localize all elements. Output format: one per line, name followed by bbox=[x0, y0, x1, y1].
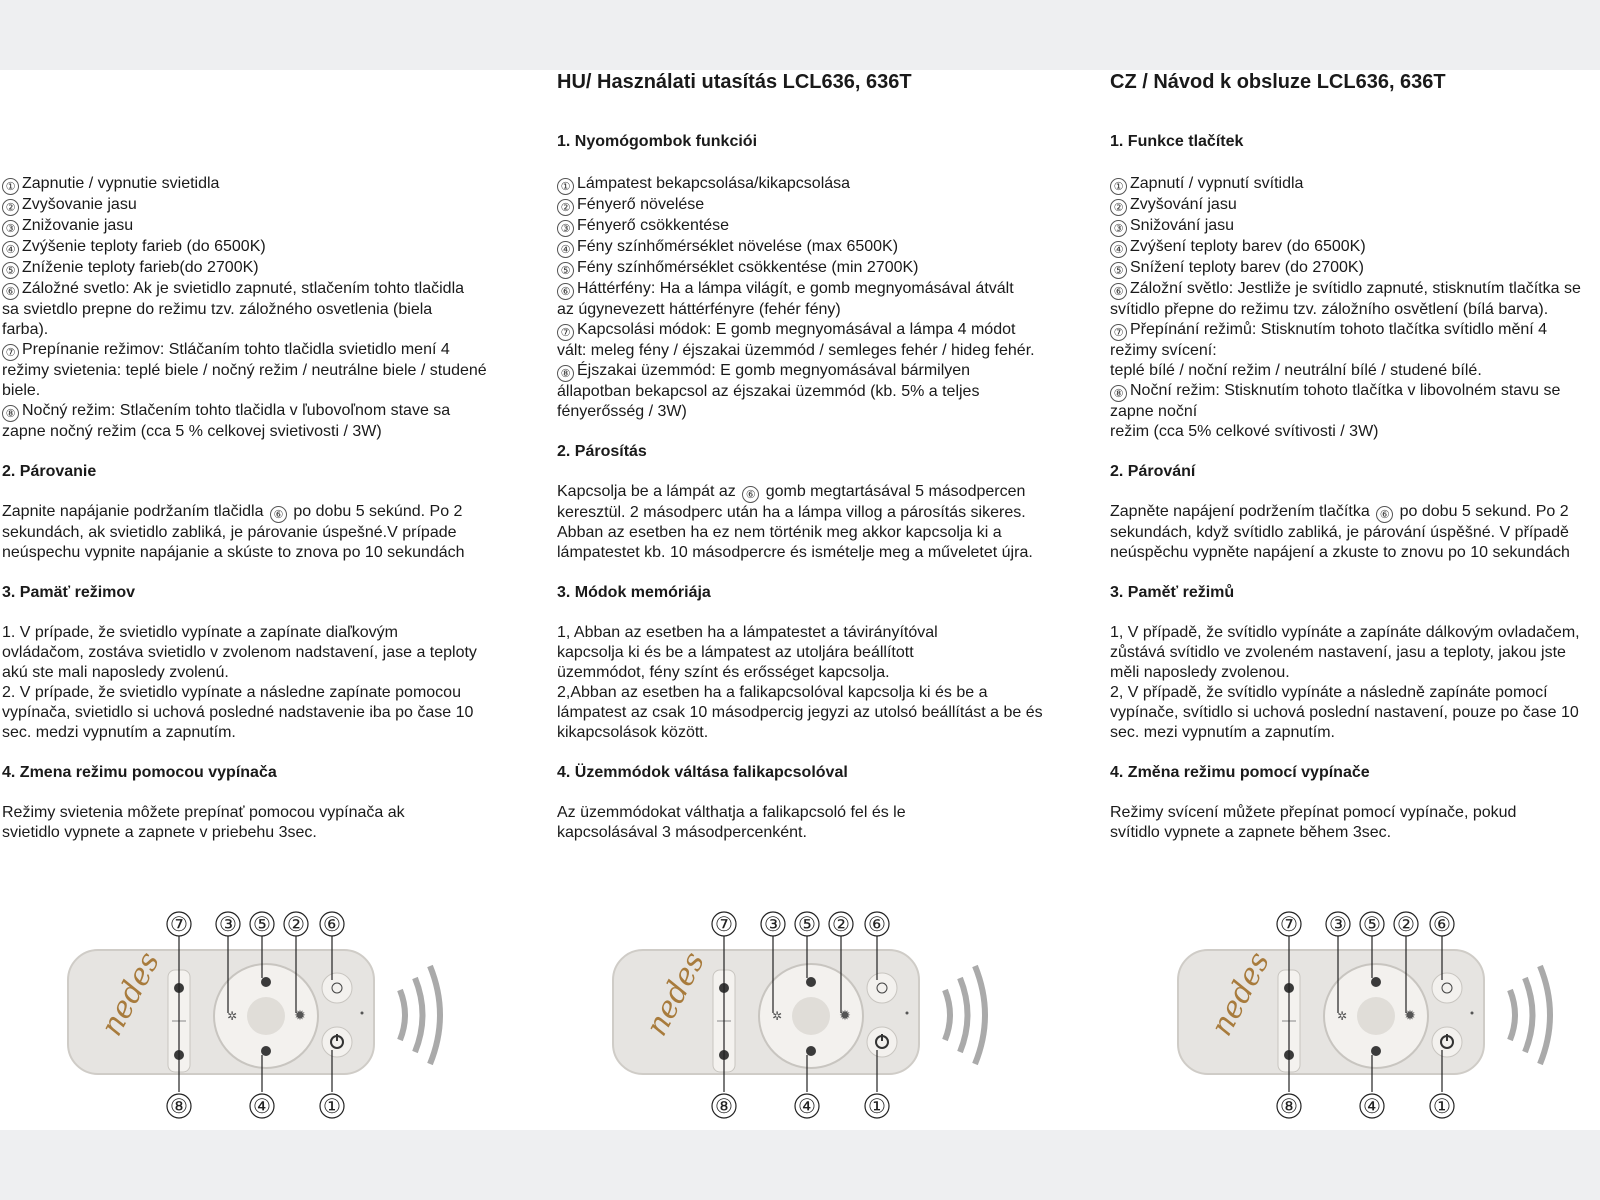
remote-callout bbox=[1360, 1094, 1384, 1118]
pairing-text bbox=[1110, 502, 1598, 563]
callout-label: ⑧ bbox=[1280, 1094, 1298, 1118]
remote-graphic bbox=[68, 936, 440, 1092]
callout-label: ⑦ bbox=[170, 912, 188, 936]
callout-label: ⑥ bbox=[1433, 912, 1451, 936]
list-item-text: Snížení teploty barev (do 2700K) bbox=[1130, 259, 1364, 276]
section-heading-switch: 4. Zmena režimu pomocou vypínača bbox=[2, 764, 277, 781]
list-item-text: Zvýšení teploty barev (do 6500K) bbox=[1130, 238, 1366, 255]
callout-number: ① bbox=[2, 178, 19, 195]
remote-callout bbox=[250, 1094, 274, 1118]
remote-callout bbox=[167, 1094, 191, 1118]
section-heading-buttons: 1. Funkce tlačítek bbox=[1110, 133, 1244, 150]
pairing-text-start: Kapcsolja be a lámpát az bbox=[557, 483, 736, 500]
callout-label: ③ bbox=[764, 912, 782, 936]
remote-callout bbox=[1360, 912, 1384, 936]
callout-label: ② bbox=[832, 912, 850, 936]
callout-number: ① bbox=[1110, 178, 1127, 195]
list-item-text: Fényerő csökkentése bbox=[577, 217, 730, 234]
sun-small-icon: ✲ bbox=[771, 1009, 783, 1023]
pairing-text-start: Zapnite napájanie podržaním tlačidla bbox=[2, 503, 264, 520]
list-item bbox=[1110, 381, 1598, 442]
list-item bbox=[557, 320, 1047, 361]
callout-number: ② bbox=[557, 199, 574, 216]
pairing-text-end: po dobu 5 sekúnd. Po 2 sekundách, ak svietidlo zabliká, je párovanie úspešné.V prípade neúspechu vypnite napájanie a skúste to znova po 10 sekundách bbox=[2, 503, 465, 561]
list-item-text: Háttérfény: Ha a lámpa világít, e gomb megnyomásával átvált az úgynevezett háttérfényre (fehér fény) bbox=[557, 280, 1014, 318]
brand-logo-text: nedes bbox=[1204, 946, 1278, 1042]
remote-callout bbox=[865, 912, 889, 936]
callout-label: ④ bbox=[253, 1094, 271, 1118]
remote-callout bbox=[320, 1094, 344, 1118]
callout-number: ⑦ bbox=[557, 324, 574, 341]
sun-small-icon: ✲ bbox=[226, 1009, 238, 1023]
remote-callout bbox=[320, 912, 344, 936]
column-title: CZ / Návod k obsluze LCL636, 636T bbox=[1110, 71, 1446, 93]
switch-text: Az üzemmódokat válthatja a falikapcsoló fel és le kapcsolásával 3 másodpercenként. bbox=[557, 804, 906, 841]
memory-text-2: 2, V případě, že svítidlo vypínáte a následně zapínáte pomocí vypínače, svítidlo si uchová poslední nastavení, pouze po čase 10 sec. mezi vypnutím a zapnutím. bbox=[1110, 684, 1579, 741]
list-item bbox=[1110, 320, 1598, 381]
remote-callout bbox=[250, 912, 274, 936]
list-item-text: Zvýšenie teploty farieb (do 6500K) bbox=[22, 238, 266, 255]
remote-callout bbox=[167, 912, 191, 936]
callout-label: ③ bbox=[219, 912, 237, 936]
list-item-text: Záložní světlo: Jestliže je svítidlo zapnuté, stisknutím tlačítka se svítidlo přepne do režimu tzv. záložního osvětlení (bílá barva). bbox=[1110, 280, 1581, 318]
callout-label: ⑦ bbox=[715, 912, 733, 936]
memory-text-2: 2. V prípade, že svietidlo vypínate a následne zapínate pomocou vypínača, svietidlo si uchová posledné nadstavenie iba po čase 10 sec. medzi vypnutím a zapnutím. bbox=[2, 684, 474, 741]
section-heading-memory: 3. Paměť režimů bbox=[1110, 584, 1235, 601]
callout-number: ④ bbox=[2, 241, 19, 258]
callout-label: ④ bbox=[798, 1094, 816, 1118]
remote-callout bbox=[1277, 912, 1301, 936]
signal-wave-icon bbox=[1510, 990, 1515, 1040]
list-item bbox=[1110, 237, 1598, 258]
memory-text-2: 2,Abban az esetben ha a falikapcsolóval kapcsolja ki és be a lámpatest az csak 10 másodpercig jegyzi az utolsó beállítást a be és kikapcsolások között. bbox=[557, 684, 1043, 741]
list-item-text: Fény színhőmérséklet növelése (max 6500K) bbox=[577, 238, 899, 255]
callout-label: ① bbox=[1433, 1094, 1451, 1118]
callout-label: ⑧ bbox=[715, 1094, 733, 1118]
list-item-text: Noční režim: Stisknutím tohoto tlačítka v libovolném stavu se zapne noční režim (cca 5% celkové svítivosti / 3W) bbox=[1110, 382, 1561, 440]
list-item-text: Znižovanie jasu bbox=[22, 217, 134, 234]
pairing-text-end: gomb megtartásával 5 másodpercen keresztül. 2 másodperc után ha a lámpa villog a párosítás sikeres. Abban az esetben ha ez nem történik meg akkor kapcsolja ki a lámpatestet kb. 10 másodpercre és ismételje meg a műveletet újra. bbox=[557, 483, 1033, 561]
remote-diagram-cz bbox=[1170, 910, 1570, 1125]
callout-number: ③ bbox=[1110, 220, 1127, 237]
list-item bbox=[2, 340, 492, 401]
list-item-text: Zapnutí / vypnutí svítidla bbox=[1130, 175, 1304, 192]
remote-callout bbox=[712, 912, 736, 936]
list-item bbox=[1110, 174, 1598, 195]
list-item bbox=[2, 401, 492, 442]
list-item-text: Zapnutie / vypnutie svietidla bbox=[22, 175, 220, 192]
callout-number: ⑦ bbox=[2, 344, 19, 361]
memory-text-1: 1, V případě, že svítidlo vypínáte a zapínáte dálkovým ovladačem, zůstává svítidlo ve zvoleném nastavení, jasu a teploty, jakou jste měli naposledy zvolenou. bbox=[1110, 624, 1580, 681]
callout-label: ⑧ bbox=[170, 1094, 188, 1118]
signal-wave-icon bbox=[400, 990, 405, 1040]
switch-text: Režimy svietenia môžete prepínať pomocou vypínača ak svietidlo vypnete a zapnete v priebehu 3sec. bbox=[2, 804, 405, 841]
list-item-text: Nočný režim: Stlačením tohto tlačidla v ľubovoľnom stave sa zapne nočný režim (cca 5 % celkovej svietivosti / 3W) bbox=[2, 402, 451, 440]
callout-number: ⑤ bbox=[2, 262, 19, 279]
callout-label: ③ bbox=[1329, 912, 1347, 936]
list-item bbox=[1110, 279, 1595, 320]
callout-number: ⑦ bbox=[1110, 324, 1127, 341]
callout-number: ① bbox=[557, 178, 574, 195]
section-heading-switch: 4. Üzemmódok váltása falikapcsolóval bbox=[557, 764, 848, 781]
callout-number: ⑥ bbox=[1110, 283, 1127, 300]
callout-number: ⑥ bbox=[1376, 506, 1393, 523]
remote-callout bbox=[1430, 912, 1454, 936]
list-item bbox=[2, 237, 502, 258]
memory-text-1: 1. V prípade, že svietidlo vypínate a zapínate diaľkovým ovládačom, zostáva svietidlo v zvolenom nadstavení, jase a teploty akú ste mali naposledy zvolenú. bbox=[2, 624, 477, 681]
callout-label: ⑥ bbox=[868, 912, 886, 936]
callout-number: ④ bbox=[557, 241, 574, 258]
list-item-text: Fény színhőmérséklet csökkentése (min 2700K) bbox=[577, 259, 919, 276]
callout-number: ⑤ bbox=[1110, 262, 1127, 279]
instruction-sheet bbox=[0, 70, 1600, 1130]
callout-number: ⑥ bbox=[557, 283, 574, 300]
callout-label: ② bbox=[1397, 912, 1415, 936]
remote-callout bbox=[1430, 1094, 1454, 1118]
button-functions-list bbox=[2, 174, 502, 442]
callout-number: ③ bbox=[2, 220, 19, 237]
remote-callout bbox=[1277, 1094, 1301, 1118]
callout-label: ① bbox=[323, 1094, 341, 1118]
memory-text-1: 1, Abban az esetben ha a lámpatestet a távirányítóval kapcsolja ki és be a lámpatest az utoljára beállított üzemmódot, fény színt és erősséget kapcsolja. bbox=[557, 624, 938, 681]
section-heading-pairing: 2. Párosítás bbox=[557, 443, 647, 460]
callout-label: ⑥ bbox=[323, 912, 341, 936]
section-heading-switch: 4. Změna režimu pomocí vypínače bbox=[1110, 764, 1370, 781]
section-heading-pairing: 2. Párování bbox=[1110, 463, 1196, 480]
callout-number: ⑧ bbox=[1110, 385, 1127, 402]
remote-callout bbox=[216, 912, 240, 936]
remote-callout bbox=[284, 912, 308, 936]
brand-logo-text: nedes bbox=[639, 946, 713, 1042]
list-item bbox=[557, 361, 1037, 422]
section-heading-memory: 3. Pamäť režimov bbox=[2, 584, 136, 601]
list-item bbox=[2, 216, 502, 237]
column-body bbox=[2, 174, 502, 843]
list-item bbox=[2, 174, 502, 195]
list-item bbox=[557, 258, 1057, 279]
section-heading-memory: 3. Módok memóriája bbox=[557, 584, 711, 601]
remote-callout bbox=[795, 1094, 819, 1118]
remote-callout bbox=[829, 912, 853, 936]
list-item-text: Prepínanie režimov: Stláčaním tohto tlačidla svietidlo mení 4 režimy svietenia: teplé biele / nočný režim / neutrálne biele / studené biele. bbox=[2, 341, 487, 399]
callout-label: ⑤ bbox=[1363, 912, 1381, 936]
list-item bbox=[2, 279, 472, 340]
callout-number: ⑥ bbox=[270, 506, 287, 523]
sun-small-icon: ✲ bbox=[1336, 1009, 1348, 1023]
sun-large-icon: ✹ bbox=[1404, 1007, 1416, 1023]
list-item-text: Zvyšování jasu bbox=[1130, 196, 1237, 213]
sun-large-icon: ✹ bbox=[294, 1007, 306, 1023]
callout-label: ⑦ bbox=[1280, 912, 1298, 936]
pairing-text bbox=[557, 482, 1037, 563]
list-item bbox=[557, 195, 1057, 216]
callout-number: ⑤ bbox=[557, 262, 574, 279]
remote-callout bbox=[761, 912, 785, 936]
list-item bbox=[1110, 216, 1598, 237]
brand-logo-text: nedes bbox=[94, 946, 168, 1042]
callout-label: ⑤ bbox=[798, 912, 816, 936]
list-item-text: Zníženie teploty farieb(do 2700K) bbox=[22, 259, 259, 276]
remote-diagram-hu bbox=[605, 910, 1005, 1125]
callout-number: ④ bbox=[1110, 241, 1127, 258]
list-item bbox=[557, 216, 1057, 237]
signal-wave-icon bbox=[945, 990, 950, 1040]
list-item bbox=[557, 174, 1057, 195]
callout-number: ⑥ bbox=[742, 486, 759, 503]
column-body bbox=[1110, 174, 1598, 843]
remote-callout bbox=[795, 912, 819, 936]
pairing-text-start: Zapněte napájení podržením tlačítka bbox=[1110, 503, 1370, 520]
list-item-text: Přepínání režimů: Stisknutím tohoto tlačítka svítidlo mění 4 režimy svícení: teplé bílé / noční režim / neutrální bílé / studené bílé. bbox=[1110, 321, 1548, 379]
remote-diagram-sk bbox=[60, 910, 460, 1125]
list-item-text: Zvyšovanie jasu bbox=[22, 196, 137, 213]
list-item-text: Snižování jasu bbox=[1130, 217, 1235, 234]
remote-callout bbox=[712, 1094, 736, 1118]
list-item-text: Éjszakai üzemmód: E gomb megnyomásával bármilyen állapotban bekapcsol az éjszakai üzemmód (kb. 5% a teljes fényerősség / 3W) bbox=[557, 362, 980, 420]
pairing-text bbox=[2, 502, 487, 563]
section-heading-buttons: 1. Nyomógombok funkciói bbox=[557, 133, 758, 150]
list-item bbox=[1110, 258, 1598, 279]
list-item-text: Lámpatest bekapcsolása/kikapcsolása bbox=[577, 175, 851, 192]
callout-number: ② bbox=[2, 199, 19, 216]
list-item-text: Záložné svetlo: Ak je svietidlo zapnuté, stlačením tohto tlačidla sa svietdlo prepne do režimu tzv. záložného osvetlenia (biela farba). bbox=[2, 280, 465, 338]
callout-number: ⑧ bbox=[2, 405, 19, 422]
callout-label: ④ bbox=[1363, 1094, 1381, 1118]
callout-label: ① bbox=[868, 1094, 886, 1118]
list-item-text: Kapcsolási módok: E gomb megnyomásával a lámpa 4 módot vált: meleg fény / éjszakai üzemmód / semleges fehér / hideg fehér. bbox=[557, 321, 1035, 359]
remote-callout bbox=[1394, 912, 1418, 936]
list-item bbox=[1110, 195, 1598, 216]
callout-number: ③ bbox=[557, 220, 574, 237]
section-heading-pairing: 2. Párovanie bbox=[2, 463, 97, 480]
sun-large-icon: ✹ bbox=[839, 1007, 851, 1023]
pairing-text-end: po dobu 5 sekund. Po 2 sekundách, když svítidlo zabliká, je párování úspěšné. V případě neúspěchu vypněte napájení a zkuste to znovu po 10 sekundách bbox=[1110, 503, 1570, 561]
switch-text: Režimy svícení můžete přepínat pomocí vypínače, pokud svítidlo vypnete a zapnete během 3sec. bbox=[1110, 804, 1517, 841]
remote-callout bbox=[1326, 912, 1350, 936]
callout-number: ⑥ bbox=[2, 283, 19, 300]
remote-callout bbox=[865, 1094, 889, 1118]
list-item bbox=[557, 237, 1057, 258]
list-item bbox=[2, 258, 502, 279]
callout-label: ② bbox=[287, 912, 305, 936]
callout-label: ⑤ bbox=[253, 912, 271, 936]
column-body bbox=[557, 174, 1057, 843]
callout-number: ⑧ bbox=[557, 365, 574, 382]
button-functions-list bbox=[557, 174, 1057, 422]
list-item-text: Fényerő növelése bbox=[577, 196, 705, 213]
button-functions-list bbox=[1110, 174, 1598, 442]
callout-number: ② bbox=[1110, 199, 1127, 216]
list-item bbox=[2, 195, 502, 216]
list-item bbox=[557, 279, 1022, 320]
column-title: HU/ Használati utasítás LCL636, 636T bbox=[557, 71, 912, 93]
